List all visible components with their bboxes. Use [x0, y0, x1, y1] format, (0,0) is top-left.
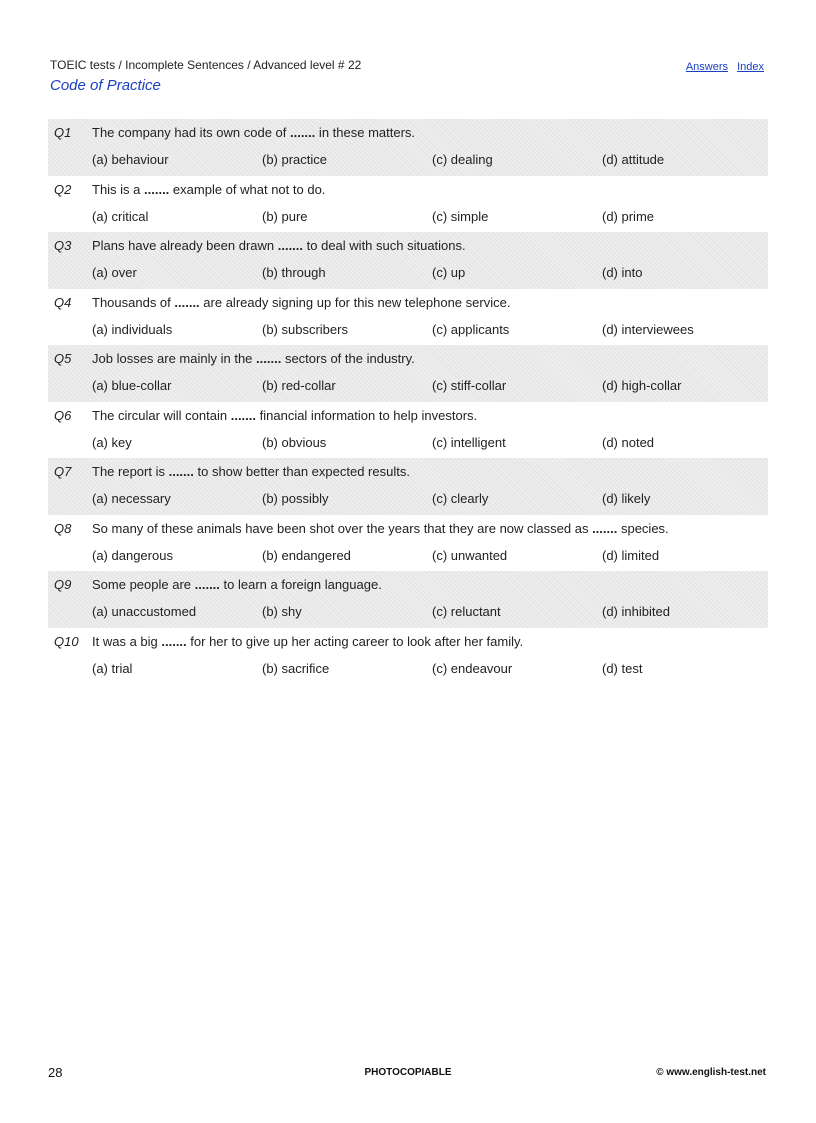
question-number: Q2	[54, 181, 72, 197]
option-c[interactable]: (c) endeavour	[432, 660, 513, 676]
option-a[interactable]: (a) over	[92, 265, 137, 280]
question-item	[48, 571, 768, 628]
question-text-after: to deal with such situations.	[303, 238, 466, 253]
option-a[interactable]: (a) behaviour	[92, 152, 169, 167]
question-text-after: in these matters.	[315, 125, 416, 140]
option-c[interactable]: (c) stiff-collar	[432, 378, 507, 393]
question-text-before: This is a	[92, 181, 145, 197]
question-text-before: It was a big	[92, 633, 162, 649]
option-a[interactable]: (a) unaccustomed	[92, 604, 197, 619]
option-a[interactable]: (a) key	[92, 434, 132, 450]
option-c[interactable]: (c) dealing	[432, 152, 493, 167]
question-text-after: for her to give up her acting career to look after her family.	[186, 633, 524, 649]
option-b[interactable]: (b) possibly	[262, 491, 329, 506]
question-blank: .......	[194, 577, 220, 592]
question-blank: .......	[161, 633, 187, 649]
option-b[interactable]: (b) practice	[262, 152, 328, 167]
option-d[interactable]: (d) noted	[602, 434, 655, 450]
question-text-before: Job losses are mainly in the	[92, 351, 257, 366]
option-d[interactable]: (d) into	[602, 265, 643, 280]
question-text	[92, 464, 410, 479]
option-c[interactable]: (c) reluctant	[432, 604, 501, 619]
option-a[interactable]: (a) necessary	[92, 491, 171, 506]
page-number: 28	[48, 1065, 63, 1080]
option-b[interactable]: (b) through	[262, 265, 326, 280]
question-text-after: to learn a foreign language.	[219, 577, 382, 592]
option-c[interactable]: (c) applicants	[432, 321, 510, 337]
option-d[interactable]: (d) attitude	[602, 152, 665, 167]
breadcrumb: TOEIC tests / Incomplete Sentences / Advanced level # 22	[50, 58, 362, 72]
question-text-before: The circular will contain	[92, 407, 231, 423]
question-text-after: financial information to help investors.	[256, 407, 478, 423]
option-b[interactable]: (b) pure	[262, 208, 308, 224]
question-text	[92, 351, 415, 366]
question-text-before: Plans have already been drawn	[92, 238, 278, 253]
question-text-before: So many of these animals have been shot over the years that they are now classed as	[92, 520, 593, 536]
question-item	[48, 119, 768, 176]
question-blank: .......	[174, 294, 200, 310]
question-text	[92, 125, 415, 140]
question-item	[48, 515, 768, 572]
question-item	[48, 628, 768, 685]
question-number: Q3	[54, 238, 72, 253]
question-text-before: Thousands of	[92, 294, 175, 310]
answers-link[interactable]: Answers	[685, 61, 729, 73]
question-text	[92, 238, 466, 253]
question-text-after: species.	[617, 520, 669, 536]
option-d[interactable]: (d) inhibited	[602, 604, 670, 619]
option-b[interactable]: (b) red-collar	[262, 378, 336, 393]
question-text	[92, 295, 510, 310]
question-blank: .......	[256, 351, 282, 366]
option-c[interactable]: (c) simple	[432, 208, 489, 224]
option-c[interactable]: (c) up	[432, 265, 466, 280]
question-text	[92, 182, 325, 197]
option-d[interactable]: (d) limited	[602, 547, 660, 563]
page-title: Code of Practice	[50, 77, 161, 94]
option-b[interactable]: (b) endangered	[262, 547, 351, 563]
question-item	[48, 345, 768, 402]
index-link[interactable]: Index	[737, 61, 764, 73]
question-text	[92, 408, 477, 423]
option-b[interactable]: (b) obvious	[262, 434, 327, 450]
option-d[interactable]: (d) interviewees	[602, 321, 694, 337]
option-a[interactable]: (a) dangerous	[92, 547, 173, 563]
question-number: Q4	[54, 294, 72, 310]
question-item	[48, 402, 768, 459]
question-item	[48, 232, 768, 289]
question-item	[48, 289, 768, 346]
question-number: Q7	[54, 464, 72, 479]
question-blank: .......	[144, 181, 170, 197]
question-text-before: Some people are	[92, 577, 195, 592]
question-text	[92, 634, 523, 649]
question-text-after: to show better than expected results.	[193, 464, 410, 479]
option-d[interactable]: (d) likely	[602, 491, 651, 506]
option-c[interactable]: (c) unwanted	[432, 547, 508, 563]
question-text	[92, 521, 669, 536]
question-text-before: The report is	[92, 464, 169, 479]
question-blank: .......	[290, 125, 316, 140]
option-a[interactable]: (a) individuals	[92, 321, 173, 337]
question-text	[92, 577, 382, 592]
question-blank: .......	[277, 238, 304, 253]
question-number: Q10	[54, 633, 79, 649]
question-number: Q6	[54, 407, 72, 423]
question-text-after: sectors of the industry.	[281, 351, 415, 366]
question-number: Q9	[54, 577, 72, 592]
question-list	[48, 119, 768, 684]
question-blank: .......	[168, 464, 194, 479]
question-text-after: example of what not to do.	[169, 181, 326, 197]
photocopiable-label: PHOTOCOPIABLE	[364, 1067, 452, 1078]
question-text-before: The company had its own code of	[92, 125, 291, 140]
option-a[interactable]: (a) trial	[92, 660, 133, 676]
option-d[interactable]: (d) high-collar	[602, 378, 682, 393]
option-c[interactable]: (c) clearly	[432, 491, 489, 506]
question-number: Q1	[54, 125, 72, 140]
option-a[interactable]: (a) blue-collar	[92, 378, 172, 393]
question-item	[48, 176, 768, 233]
option-b[interactable]: (b) shy	[262, 604, 302, 619]
copyright: © www.english-test.net	[656, 1067, 766, 1078]
question-blank: .......	[230, 407, 257, 423]
question-text-after: are already signing up for this new telephone service.	[199, 294, 511, 310]
header-links	[680, 61, 764, 73]
question-blank: .......	[592, 520, 618, 536]
question-number: Q5	[54, 351, 72, 366]
option-b[interactable]: (b) subscribers	[262, 321, 348, 337]
question-item	[48, 458, 768, 515]
question-number: Q8	[54, 520, 72, 536]
option-d[interactable]: (d) prime	[602, 208, 655, 224]
option-c[interactable]: (c) intelligent	[432, 434, 506, 450]
option-d[interactable]: (d) test	[602, 660, 643, 676]
option-a[interactable]: (a) critical	[92, 208, 149, 224]
option-b[interactable]: (b) sacrifice	[262, 660, 330, 676]
